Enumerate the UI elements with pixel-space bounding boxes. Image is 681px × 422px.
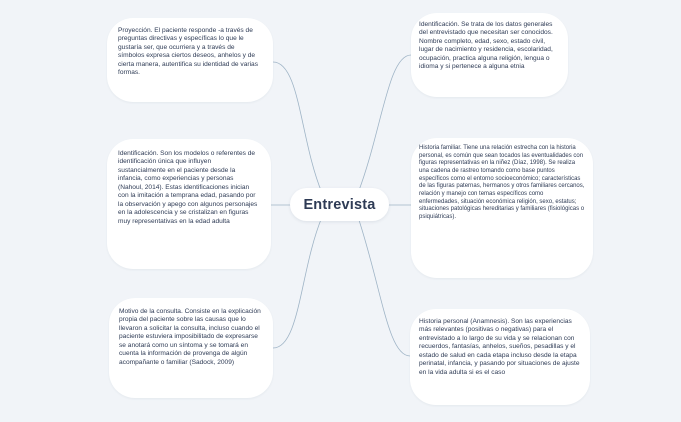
connector-to-historia-personal [358,217,410,356]
node-proyeccion[interactable] [107,18,273,102]
connector-to-identificacion-right [358,55,411,193]
central-topic[interactable] [290,188,389,221]
node-motivo-consulta-text: Motivo de la consulta. Consiste en la explicación propia del paciente sobre las causas que lo llevaron a solicitar la consulta, incluso cuando el paciente estuviera imposibilitado de expresarse se anotará como un síntoma y se tomará en cuenta la información de provenga de algún acompañante o familiar (Sadock, 2009) [119,308,261,366]
node-identificacion-datos[interactable] [411,13,568,97]
node-proyeccion-text: Proyección. El paciente responde -a través de preguntas directivas y específicas lo que le gustaría ser, que ocurriera y a través de símbolos expresa ciertos deseos, anhelos y de cierta manera, autentifica su identidad de varias formas. [118,27,259,77]
node-identificacion-modelos-text: Identificación. Son los modelos o referentes de identificación única que influyen sustancialmente en el paciente desde la infancia, como experiencias y personas (Nahoul, 2014). Estas identificaciones inician con la imitación a temprana edad, pasando por la observación y apego con algunos personajes en la adolescencia y se cristalizan en figuras muy representativas en la edad adulta [118,150,258,225]
node-motivo-consulta[interactable] [109,298,273,398]
node-historia-familiar[interactable] [411,138,593,278]
connector-to-proyeccion [273,62,322,193]
node-historia-personal-text: Historia personal (Anamnesis). Son las experiencias más relevantes (positivas o negativas) para el entrevistado a lo largo de su vida y se relacionan con recuerdos, fantasías, anhelos, sueños, pesadillas y el estado de salud en cada etapa incluso desde la etapa perinatal, infancia, y pasando por situaciones de ajuste en la vida adulta si es el caso [419,318,580,376]
central-topic-label: Entrevista [303,196,376,213]
node-identificacion-datos-text: Identificación. Se trata de los datos generales del entrevistado que necesitan ser conocidos. Nombre completo, edad, sexo, estado civil, lugar de nacimiento y residencia, escolaridad, ocupación, practica alguna religión, lengua o idioma y si pertenece a alguna etnia [419,21,553,71]
node-historia-familiar-text: Historia familiar. Tiene una relación estrecha con la historia personal, es común que sean tocados las eventualidades con figuras representativas en la niñez (Díaz, 1998). Se realiza una cadena de rastreo tomando como base puntos específicos como el entorno socioeconómico; características de las figuras paternas, hermanos y otros familiares cercanos, relación y manejo con temas específicos como enfermedades, situación económica religión, sexo, estatus; situaciones patológicas hereditarias y familiares (fisiológicas o psiquiátricas). [419,145,585,221]
node-identificacion-modelos[interactable] [107,139,271,269]
connector-to-motivo-consulta [273,217,322,348]
node-historia-personal[interactable] [410,309,590,405]
